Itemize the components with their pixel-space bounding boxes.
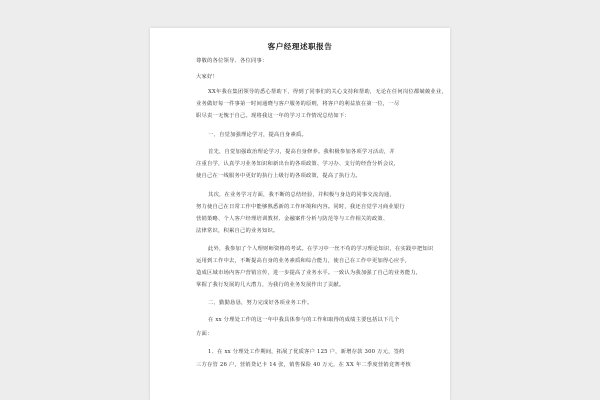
paragraph-line: 1、在 xx 分理处工作期间，拓展了优质客户 125 户，新增存款 300 万元，签约 [208, 349, 405, 355]
paragraph-line: 此外，我参加了个人理财师资格的考试。在学习中一丝不苟的学习理论知识，在实践中把知识 [208, 246, 434, 252]
document-page [150, 28, 450, 400]
document-title: 客户经理述职报告 [267, 42, 333, 51]
section-heading: 一、自觉加强理论学习，提高自身素质。 [208, 132, 307, 138]
salutation: 尊敬的各位领导、各位同事： [196, 58, 268, 64]
paragraph-line: 其次，在业务学习方面，我不断的总结经验，并积极与身边的同事交流沟通， [208, 192, 395, 198]
paragraph-line: 三方存管 26 户，营销贷记卡 14 张，销售保险 40 万元，在 XX 年二季度营销竞赛考核 [196, 362, 411, 368]
paragraph-line: 造成区域市场内客户营销宣传，进一步提高了业务水平。一致认为我加强了自己的业务能力， [196, 270, 422, 276]
paragraph-line: 在 xx 分理处工作的这一年中我具体参与的工作和取得的成绩主要包括以下几个 [208, 317, 400, 323]
paragraph-line: 法律常识，积累自己的业务知识。 [196, 228, 279, 234]
greeting: 大家好！ [196, 74, 218, 80]
paragraph-line: 首先，自觉加强政治理论学习，提高自身修养。我积极参加各项学习活动，并 [208, 149, 395, 155]
paragraph-line: 营销策略、个人客户经理培训教材、金融案件分析与防范等与工作相关的政策、 [196, 216, 389, 222]
paragraph-line: 注重自学，认真学习业务知识和新出台的各项政策、学习办、支行的经营分析会议， [196, 161, 400, 167]
paragraph-line: 掌握了我行发展的几大潜力，为我行的业务发展作出了贡献。 [196, 282, 345, 288]
paragraph-line: 运用到工作中去，不断提高自身的业务素质和综合能力，使自己在工作中更加得心应手， [196, 258, 411, 264]
paragraph-line: 使自己在一线服务中更好的执行上级行的各项政策，提高了执行力。 [196, 173, 361, 179]
paragraph-line: 方面： [196, 331, 213, 337]
paragraph-line: 努力使自己在日常工作中能够熟悉新的工作环境和内容。同时，我还自觉学习商业银行 [196, 204, 405, 210]
paragraph-line: 业务做好每一件事第一时间通晓与客户服务的原则，将客户的利益放在第一位，一尽 [196, 101, 400, 107]
paragraph-line: XX年我在集团领导的悉心帮助下，得到了同事们的关心支持和帮助，无论在任何岗位都兢兢业业， [208, 89, 447, 95]
section-heading: 二、勤勤恳恳，努力完成好各项业务工作。 [208, 300, 313, 306]
paragraph-line: 职尽责一无愧于自己。现将我这一年的学习工作情况总结如下： [196, 113, 350, 119]
